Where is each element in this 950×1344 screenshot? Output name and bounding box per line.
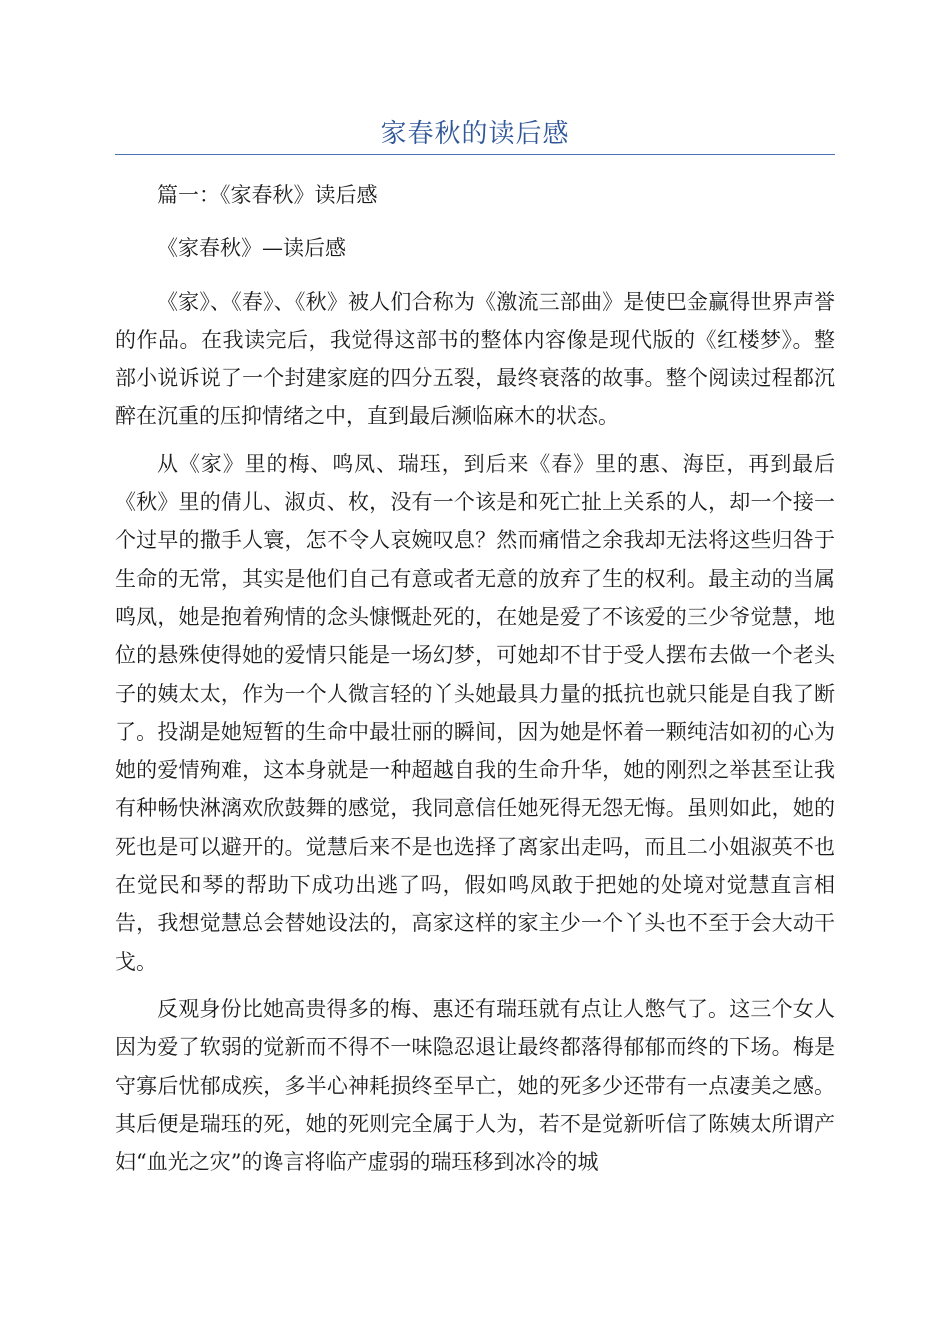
document-body (115, 176, 835, 1181)
title-underline (115, 154, 835, 155)
subheading: 《家春秋》—读后感 (157, 236, 346, 261)
paragraph-3: 反观身份比她高贵得多的梅、惠还有瑞珏就有点让人憋气了。这三个女人因为爱了软弱的觉新而不得不一味隐忍退让最终都落得郁郁而终的下场。梅是守寡后忧郁成疾，多半心神耗损终至早亡，她的死多少还带有一点凄美之感。其后便是瑞珏的死，她的死则完全属于人为，若不是觉新听信了陈姨太所谓产妇“血光之灾”的谗言将临产虚弱的瑞珏移到冰冷的城 (115, 996, 835, 1175)
paragraph-1: 《家》、《春》、《秋》被人们合称为《激流三部曲》是使巴金赢得世界声誉的作品。在我读完后，我觉得这部书的整体内容像是现代版的《红楼梦》。整部小说诉说了一个封建家庭的四分五裂，最终衰落的故事。整个阅读过程都沉醉在沉重的压抑情绪之中，直到最后濒临麻木的状态。 (115, 289, 835, 429)
document-title: 家春秋的读后感 (380, 119, 570, 149)
section-heading: 篇一：《家春秋》读后感 (157, 183, 378, 207)
paragraph-2: 从《家》里的梅、鸣凤、瑞珏，到后来《春》里的惠、海臣，再到最后《秋》里的倩儿、淑贞、枚，没有一个该是和死亡扯上关系的人，却一个接一个过早的撒手人寰，怎不令人哀婉叹息？然而痛惜之余我却无法将这些归咎于生命的无常，其实是他们自己有意或者无意的放弃了生的权利。最主动的当属鸣凤，她是抱着殉情的念头慷慨赴死的，在她是爱了不该爱的三少爷觉慧，地位的悬殊使得她的爱情只能是一场幻梦，可她却不甘于受人摆布去做一个老头子的姨太太，作为一个人微言轻的丫头她最具力量的抵抗也就只能是自我了断了。投湖是她短暂的生命中最壮丽的瞬间，因为她是怀着一颗纯洁如初的心为她的爱情殉难，这本身就是一种超越自我的生命升华，她的刚烈之举甚至让我有种畅快淋漓欢欣鼓舞的感觉，我同意信任她死得无怨无悔。虽则如此，她的死也是可以避开的。觉慧后来不是也选择了离家出走吗，而且二小姐淑英不也在觉民和琴的帮助下成功出逃了吗，假如鸣凤敢于把她的处境对觉慧直言相告，我想觉慧总会替她设法的，高家这样的家主少一个丫头也不至于会大动干戈。 (115, 451, 835, 974)
